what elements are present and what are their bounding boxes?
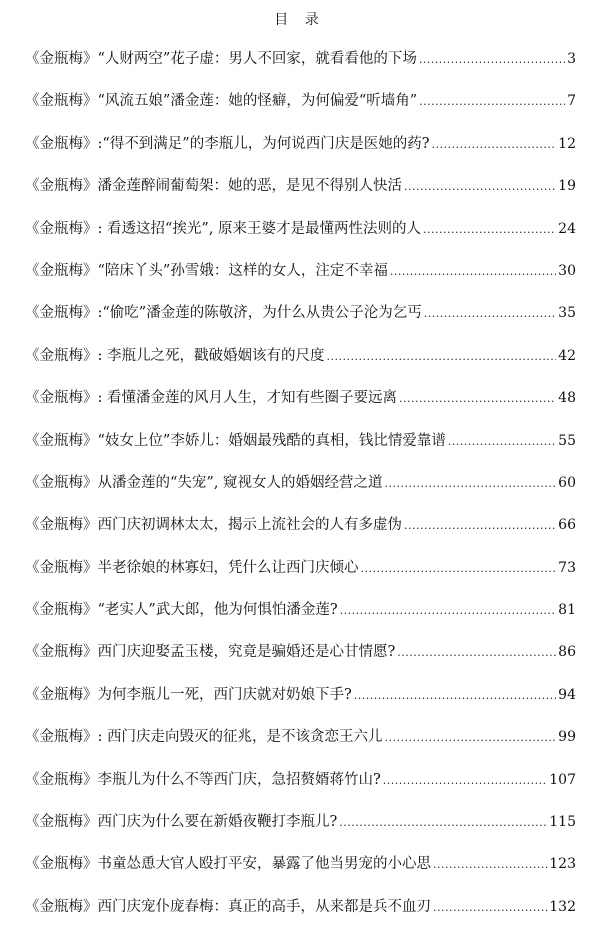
toc-entry[interactable] [25, 595, 576, 637]
toc-entry-page: 3 [567, 51, 576, 67]
toc-entry[interactable] [25, 426, 576, 468]
toc-entry-page: 81 [558, 602, 576, 619]
toc-entry-page: 7 [567, 93, 576, 110]
toc-entry-title: 《金瓶梅》西门庆迎娶孟玉楼，究竟是骗婚还是心甘情愿? [25, 644, 396, 661]
toc-entry-page: 73 [558, 559, 576, 576]
toc-entry-title: 《金瓶梅》李瓶儿为什么不等西门庆，急招赘婿蒋竹山? [25, 771, 381, 788]
dot-leader [390, 257, 556, 287]
dot-leader [404, 511, 556, 541]
toc-entry[interactable] [25, 86, 576, 128]
toc-list [25, 44, 576, 934]
toc-entry-page: 35 [558, 305, 576, 322]
dot-leader [340, 596, 557, 626]
dot-leader [423, 215, 556, 245]
toc-entry-title: 《金瓶梅》西门庆宠仆庞春梅：真正的高手，从来都是兵不血刃 [25, 898, 431, 915]
toc-title: 目 录 [274, 12, 325, 28]
dot-leader [431, 130, 556, 160]
toc-entry-title: 《金瓶梅》潘金莲醉闹葡萄架：她的恶，是见不得别人快活 [25, 178, 402, 195]
toc-entry-title: 《金瓶梅》: 看透这招“挨光”, 原来王婆才是最懂两性法则的人 [25, 220, 422, 237]
toc-entry-title: 《金瓶梅》西门庆为什么要在新婚夜鞭打李瓶儿? [25, 814, 338, 831]
toc-entry-title: 《金瓶梅》为何李瓶儿一死，西门庆就对奶娘下手? [25, 686, 352, 703]
toc-entry-title: 《金瓶梅》从潘金莲的“失宠”, 窥视女人的婚姻经营之道 [25, 474, 383, 491]
toc-entry-page: 107 [549, 771, 576, 788]
toc-entry-page: 48 [558, 390, 576, 407]
toc-entry-title: 《金瓶梅》:“得不到满足”的李瓶儿，为何说西门庆是医她的药? [25, 135, 430, 152]
toc-entry[interactable] [25, 298, 576, 340]
toc-entry-page: 115 [549, 814, 576, 831]
toc-entry[interactable] [25, 553, 576, 595]
toc-entry[interactable] [25, 171, 576, 213]
dot-leader [354, 681, 556, 711]
dot-leader [419, 45, 565, 75]
dot-leader [433, 893, 547, 923]
dot-leader [404, 172, 556, 202]
toc-entry-title: 《金瓶梅》: 看懂潘金莲的风月人生，才知有些圈子要远离 [25, 390, 397, 407]
toc-entry[interactable] [25, 341, 576, 383]
toc-entry-title: 《金瓶梅》书童怂恿大官人殴打平安，暴露了他当男宠的小心思 [25, 856, 431, 873]
toc-entry-title: 《金瓶梅》半老徐娘的林寡妇，凭什么让西门庆倾心 [25, 559, 359, 576]
toc-entry[interactable] [25, 722, 576, 764]
toc-entry[interactable] [25, 510, 576, 552]
dot-leader [399, 384, 556, 414]
dot-leader [433, 850, 547, 880]
toc-entry-page: 132 [549, 898, 576, 915]
toc-entry[interactable] [25, 807, 576, 849]
toc-entry[interactable] [25, 129, 576, 171]
toc-entry[interactable] [25, 468, 576, 510]
dot-leader [448, 427, 556, 457]
dot-leader [397, 638, 556, 668]
toc-entry-title: 《金瓶梅》“人财两空”花子虚：男人不回家，就看看他的下场 [25, 51, 417, 67]
toc-entry[interactable] [25, 214, 576, 256]
toc-entry-title: 《金瓶梅》: 李瓶儿之死，戳破婚姻该有的尺度 [25, 347, 325, 364]
toc-entry-title: 《金瓶梅》“妓女上位”李娇儿：婚姻最残酷的真相，钱比情爱靠谱 [25, 432, 446, 449]
toc-entry-page: 19 [558, 178, 576, 195]
toc-entry-title: 《金瓶梅》: 西门庆走向毁灭的征兆，是不该贪恋王六儿 [25, 729, 383, 746]
toc-entry-title: 《金瓶梅》“风流五娘”潘金莲：她的怪癖，为何偏爱“听墙角” [25, 93, 418, 110]
toc-entry-page: 60 [558, 474, 576, 491]
toc-entry[interactable] [25, 680, 576, 722]
toc-entry[interactable] [25, 765, 576, 807]
dot-leader [385, 723, 557, 753]
dot-leader [424, 299, 556, 329]
toc-entry-title: 《金瓶梅》“老实人”武大郎，他为何惧怕潘金莲? [25, 602, 338, 619]
toc-entry[interactable] [25, 637, 576, 679]
toc-entry-title: 《金瓶梅》:“偷吃”潘金莲的陈敬济，为什么从贵公子沦为乞丐 [25, 305, 422, 322]
toc-entry-page: 42 [558, 347, 576, 364]
toc-entry-title: 《金瓶梅》西门庆初调林太太，揭示上流社会的人有多虚伪 [25, 517, 402, 534]
dot-leader [383, 766, 547, 796]
toc-entry[interactable] [25, 849, 576, 891]
toc-entry-page: 66 [558, 517, 576, 534]
toc-entry-page: 24 [558, 220, 576, 237]
dot-leader [361, 554, 557, 584]
toc-entry-page: 86 [558, 644, 576, 661]
toc-entry-page: 55 [558, 432, 576, 449]
dot-leader [327, 342, 557, 372]
toc-entry-title: 《金瓶梅》“陪床丫头”孙雪娥：这样的女人，注定不幸福 [25, 262, 388, 279]
dot-leader [339, 808, 547, 838]
toc-entry-page: 123 [549, 856, 576, 873]
toc-entry-page: 30 [558, 262, 576, 279]
dot-leader [385, 469, 557, 499]
toc-entry[interactable] [25, 383, 576, 425]
dot-leader [419, 87, 565, 117]
toc-entry[interactable] [25, 256, 576, 298]
toc-entry-page: 94 [558, 686, 576, 703]
toc-entry[interactable] [25, 892, 576, 934]
toc-entry-page: 12 [558, 135, 576, 152]
toc-entry[interactable] [25, 44, 576, 86]
toc-entry-page: 99 [558, 729, 576, 746]
